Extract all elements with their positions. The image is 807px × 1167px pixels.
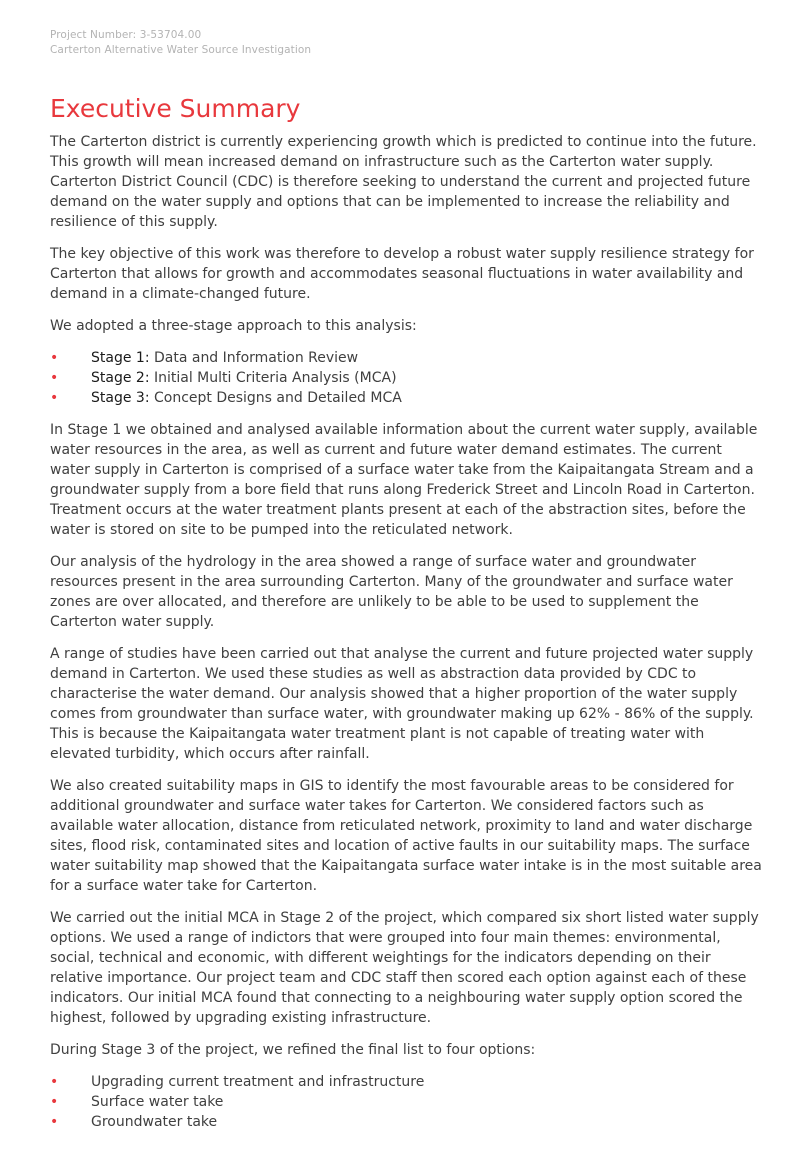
list-item	[50, 1112, 762, 1132]
paragraph-approach: We adopted a three-stage approach to this analysis:	[50, 318, 417, 334]
bullet-icon: •	[50, 370, 59, 386]
list-item	[50, 1072, 762, 1092]
stage-text: Data and Information Review	[149, 350, 359, 366]
paragraph-objective: The key objective of this work was therefore to develop a robust water supply resilience strategy for Carterton that allows for growth and accommodates seasonal fluctuations in water availability and demand in a climate-changed future.	[50, 246, 754, 302]
paragraph-stage-2: We carried out the initial MCA in Stage 2 of the project, which compared six short listed water supply options. We used a range of indictors that were grouped into four main themes: environmental, social, technical and economic, with different weightings for the indicators depending on their relative importance. Our project team and CDC staff then scored each option against each of these indicators. Our initial MCA found that connecting to a neighbouring water supply option scored the highest, followed by upgrading existing infrastructure.	[50, 910, 759, 1026]
paragraph-demand: A range of studies have been carried out that analyse the current and future projected water supply demand in Carterton. We used these studies as well as abstraction data provided by CDC to characterise the water demand. Our analysis showed that a higher proportion of the water supply comes from groundwater than surface water, with groundwater making up 62% - 86% of the supply. This is because the Kaipaitangata water treatment plant is not capable of treating water with elevated turbidity, which occurs after rainfall.	[50, 646, 754, 762]
paragraph-stage-3: During Stage 3 of the project, we refined the final list to four options:	[50, 1042, 536, 1058]
option-text: Surface water take	[91, 1094, 224, 1110]
paragraph-stage-1: In Stage 1 we obtained and analysed available information about the current water supply, available water resources in the area, as well as current and future water demand estimates. The current water supply in Carterton is comprised of a surface water take from the Kaipaitangata Stream and a groundwater supply from a bore field that runs along Frederick Street and Lincoln Road in Carterton. Treatment occurs at the water treatment plants present at each of the abstraction sites, before the water is stored on site to be pumped into the reticulated network.	[50, 422, 758, 538]
bullet-icon: •	[50, 1074, 59, 1090]
list-item	[50, 368, 762, 388]
paragraph-hydrology: Our analysis of the hydrology in the area showed a range of surface water and groundwater resources present in the area surrounding Carterton. Many of the groundwater and surface water zones are over allocated, and therefore are unlikely to be able to be used to supplement the Carterton water supply.	[50, 554, 733, 630]
stage-label: Stage 1:	[91, 350, 150, 366]
option-text: Groundwater take	[91, 1114, 218, 1130]
stage-list	[50, 348, 762, 408]
stage-label: Stage 2:	[91, 370, 150, 386]
project-title: Carterton Alternative Water Source Investigation	[50, 44, 312, 56]
document-page	[50, 28, 762, 1144]
page-title: Executive Summary	[50, 94, 301, 123]
stage-text: Initial Multi Criteria Analysis (MCA)	[149, 370, 397, 386]
paragraph-intro: The Carterton district is currently experiencing growth which is predicted to continue into the future. This growth will mean increased demand on infrastructure such as the Carterton water supply. Carterton District Council (CDC) is therefore seeking to understand the current and projected future demand on the water supply and options that can be implemented to increase the reliability and resilience of this supply.	[50, 134, 757, 230]
stage-text: Concept Designs and Detailed MCA	[149, 390, 402, 406]
bullet-icon: •	[50, 1094, 59, 1110]
bullet-icon: •	[50, 390, 59, 406]
stage-label: Stage 3:	[91, 390, 150, 406]
list-item	[50, 348, 762, 368]
bullet-icon: •	[50, 350, 59, 366]
paragraph-suitability: We also created suitability maps in GIS to identify the most favourable areas to be considered for additional groundwater and surface water takes for Carterton. We considered factors such as available water allocation, distance from reticulated network, proximity to land and water discharge sites, flood risk, contaminated sites and location of active faults in our suitability maps. The surface water suitability map showed that the Kaipaitangata surface water intake is in the most suitable area for a surface water take for Carterton.	[50, 778, 762, 894]
bullet-icon: •	[50, 1114, 59, 1130]
project-number: Project Number: 3-53704.00	[50, 29, 202, 41]
option-text: Upgrading current treatment and infrastructure	[91, 1074, 425, 1090]
options-list	[50, 1072, 762, 1132]
list-item	[50, 388, 762, 408]
list-item	[50, 1092, 762, 1112]
